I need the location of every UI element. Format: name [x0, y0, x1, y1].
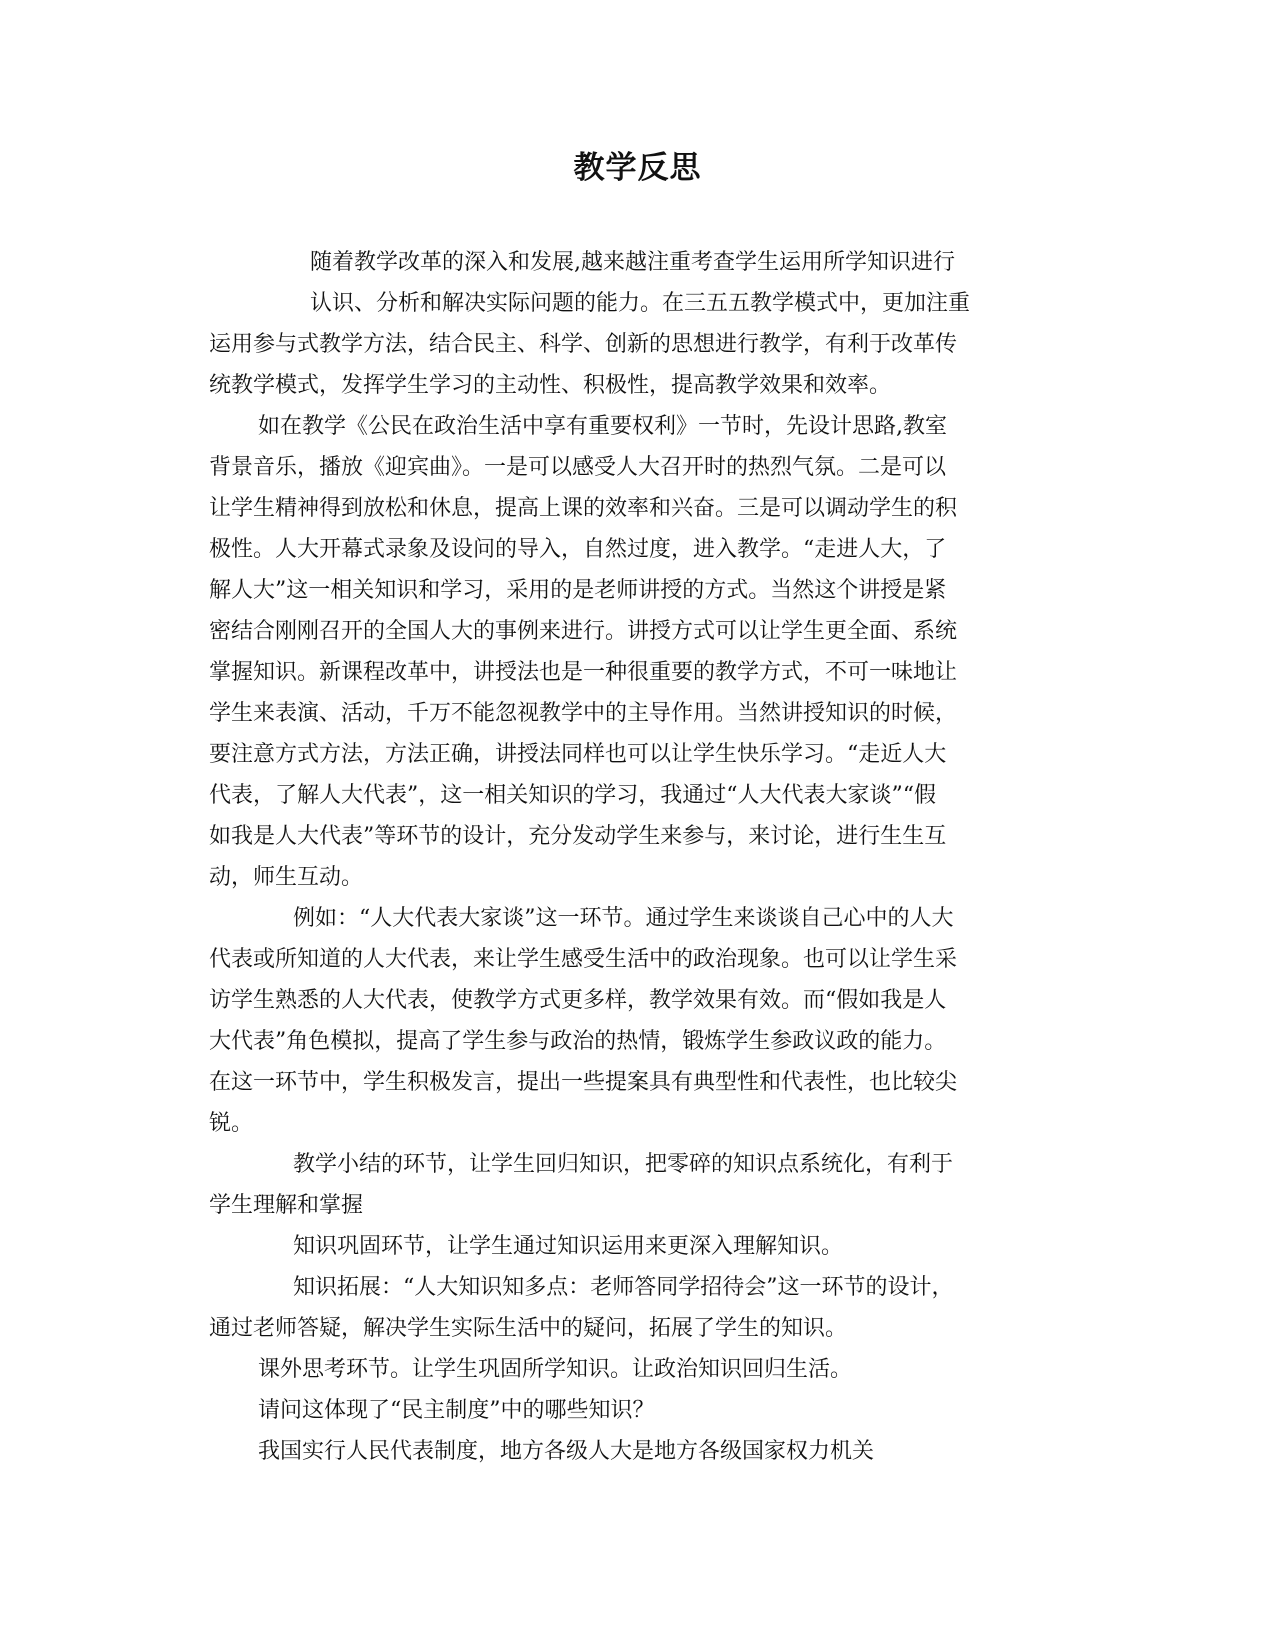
text-line: 通过老师答疑，解决学生实际生活中的疑问，拓展了学生的知识。: [209, 1316, 848, 1341]
text-line: 密结合刚刚召开的全国人大的事例来进行。讲授方式可以让学生更全面、系统: [209, 619, 958, 644]
text-line: 运用参与式教学方法，结合民主、科学、创新的思想进行教学，有利于改革传: [209, 332, 958, 357]
document-body: [209, 242, 1059, 1472]
text-line: 访学生熟悉的人大代表，使教学方式更多样，教学效果有效。而“假如我是人: [209, 988, 947, 1013]
text-line: 大代表”角色模拟，提高了学生参与政治的热情，锻炼学生参政议政的能力。: [209, 1029, 947, 1054]
text-line: 极性。人大开幕式录象及设问的导入，自然过度，进入教学。“走进人大，了: [209, 537, 947, 562]
text-line: 代表或所知道的人大代表，来让学生感受生活中的政治现象。也可以让学生采: [209, 947, 958, 972]
text-line: 让学生精神得到放松和休息，提高上课的效率和兴奋。三是可以调动学生的积: [209, 496, 958, 521]
text-line: 课外思考环节。让学生巩固所学知识。让政治知识回归生活。: [258, 1357, 853, 1382]
text-line: 代表，了解人大代表”，这一相关知识的学习，我通过“人大代表大家谈”“假: [209, 783, 936, 808]
text-line: 学生来表演、活动，千万不能忽视教学中的主导作用。当然讲授知识的时候，: [209, 701, 958, 726]
text-line: 认识、分析和解决实际问题的能力。在三五五教学模式中，更加注重: [310, 291, 971, 316]
text-line: 知识拓展：“人大知识知多点：老师答同学招待会”这一环节的设计，: [293, 1275, 954, 1300]
text-line: 解人大”这一相关知识和学习，采用的是老师讲授的方式。当然这个讲授是紧: [209, 578, 947, 603]
text-line: 掌握知识。新课程改革中，讲授法也是一种很重要的教学方式，不可一味地让: [209, 660, 958, 685]
text-line: 在这一环节中，学生积极发言，提出一些提案具有典型性和代表性，也比较尖: [209, 1070, 958, 1095]
text-line: 例如：“人大代表大家谈”这一环节。通过学生来谈谈自己心中的人大: [293, 906, 954, 931]
text-line: 请问这体现了“民主制度”中的哪些知识？: [258, 1398, 655, 1423]
text-line: 背景音乐，播放《迎宾曲》。一是可以感受人大召开时的热烈气氛。二是可以: [209, 455, 947, 480]
document-title: 教学反思: [573, 150, 702, 186]
text-line: 随着教学改革的深入和发展,越来越注重考查学生运用所学知识进行: [310, 250, 955, 275]
text-line: 知识巩固环节，让学生通过知识运用来更深入理解知识。: [293, 1234, 844, 1259]
text-line: 要注意方式方法，方法正确，讲授法同样也可以让学生快乐学习。“走近人大: [209, 742, 947, 767]
text-line: 教学小结的环节，让学生回归知识，把零碎的知识点系统化，有利于: [293, 1152, 954, 1177]
text-line: 锐。: [209, 1111, 254, 1136]
text-line: 学生理解和掌握: [209, 1193, 364, 1218]
text-line: 动，师生互动。: [209, 865, 364, 890]
text-line: 统教学模式，发挥学生学习的主动性、积极性，提高教学效果和效率。: [209, 373, 892, 398]
text-line: 我国实行人民代表制度，地方各级人大是地方各级国家权力机关: [258, 1439, 875, 1464]
text-line: 如在教学《公民在政治生活中享有重要权利》一节时，先设计思路,教室: [258, 414, 947, 439]
text-line: 如我是人大代表”等环节的设计，充分发动学生来参与，来讨论，进行生生互: [209, 824, 947, 849]
